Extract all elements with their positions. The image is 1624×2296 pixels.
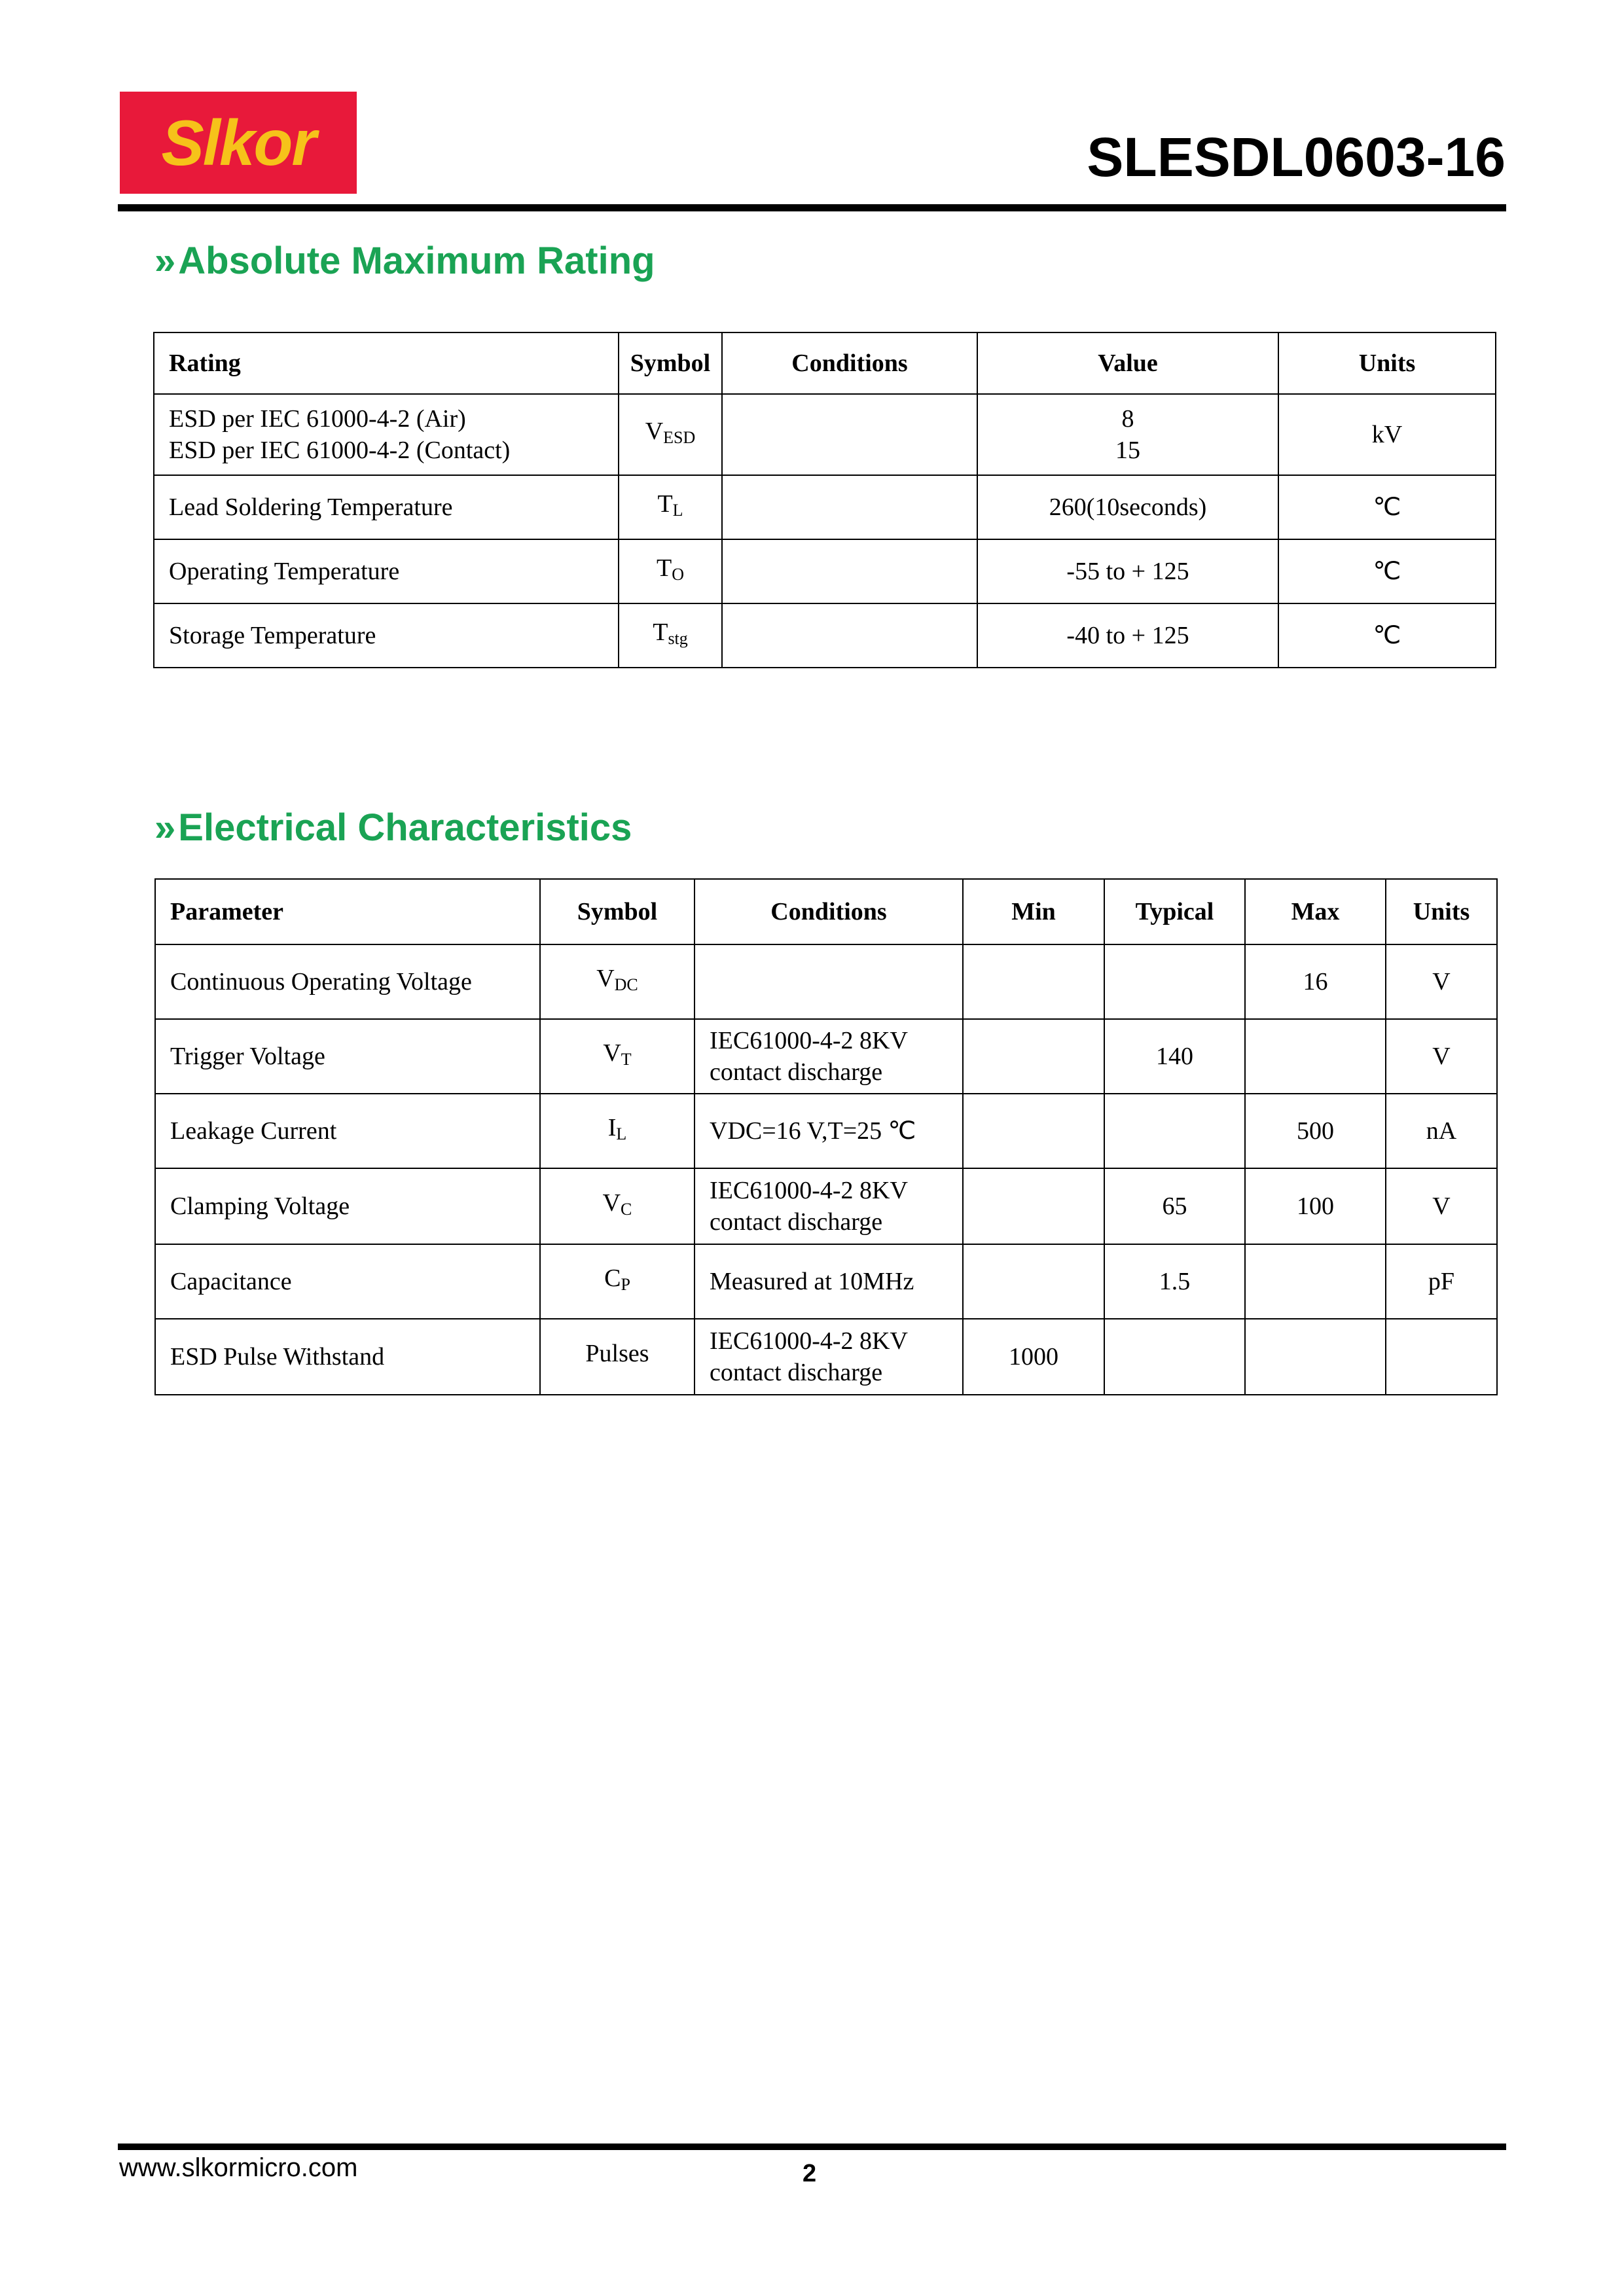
units-cell [1386,1319,1497,1395]
header-divider [118,204,1506,211]
conditions-cell [695,1094,963,1168]
symbol-subscript: T [621,1050,632,1069]
rating-line: ESD per IEC 61000-4-2 (Contact) [169,437,511,464]
header-value: Value [977,332,1278,394]
symbol-text: T [653,619,668,646]
typical-cell: 65 [1104,1168,1245,1244]
header-typical: Typical [1104,879,1245,944]
symbol-cell [540,1094,695,1168]
table-row [154,539,1496,603]
parameter-cell: Capacitance [155,1244,540,1319]
symbol-cell [540,1168,695,1244]
max-cell [1245,1019,1386,1094]
conditions-cell [695,1244,963,1319]
chevron-marker-icon: » [154,806,176,849]
electrical-characteristics-table [154,878,1498,1395]
footer-divider [118,2144,1506,2150]
conditions-cell [695,1019,963,1094]
value-cell: -55 to + 125 [977,539,1278,603]
symbol-subscript: P [621,1275,630,1294]
symbol-subscript: ESD [663,428,696,447]
min-cell: 1000 [963,1319,1104,1395]
max-cell: 100 [1245,1168,1386,1244]
condition-line: IEC61000-4-2 8KV [710,1327,908,1355]
units-cell: V [1386,1019,1497,1094]
units-cell: nA [1386,1094,1497,1168]
symbol-text: C [604,1265,621,1292]
table-row [155,1319,1497,1395]
header-parameter: Parameter [155,879,540,944]
min-cell [963,1244,1104,1319]
header-units: Units [1386,879,1497,944]
symbol-subscript: L [616,1124,627,1143]
condition-line: IEC61000-4-2 8KV [710,1027,908,1054]
units-cell: ℃ [1278,475,1496,539]
min-cell [963,1019,1104,1094]
max-cell: 16 [1245,944,1386,1019]
logo-text: Slkor [161,106,316,179]
typical-cell: 140 [1104,1019,1245,1094]
conditions-cell [722,539,977,603]
symbol-cell [619,539,722,603]
symbol-cell [619,394,722,475]
typical-cell [1104,944,1245,1019]
part-number-title: SLESDL0603-16 [1087,126,1506,188]
min-cell [963,944,1104,1019]
symbol-text: T [657,554,672,582]
table-row [155,1019,1497,1094]
conditions-cell [722,475,977,539]
table-row [154,603,1496,668]
conditions-cell [722,603,977,668]
value-cell: -40 to + 125 [977,603,1278,668]
conditions-cell [695,1319,963,1395]
rating-cell [154,394,619,475]
max-cell [1245,1319,1386,1395]
condition-line: Measured at 10MHz [710,1268,914,1295]
symbol-cell [540,944,695,1019]
table-row [154,475,1496,539]
condition-line: contact discharge [710,1208,883,1236]
table-header-row [155,879,1497,944]
symbol-subscript: C [621,1200,632,1219]
conditions-cell [722,394,977,475]
value-cell: 260(10seconds) [977,475,1278,539]
rating-cell: Lead Soldering Temperature [154,475,619,539]
symbol-text: T [657,490,673,518]
condition-line: IEC61000-4-2 8KV [710,1177,908,1204]
brand-logo [120,92,357,194]
units-cell: kV [1278,394,1496,475]
parameter-cell: Leakage Current [155,1094,540,1168]
parameter-cell: Clamping Voltage [155,1168,540,1244]
footer-website-link[interactable]: www.slkormicro.com [119,2153,358,2182]
absolute-max-rating-table [153,332,1496,668]
symbol-text: I [607,1114,617,1141]
header-symbol: Symbol [540,879,695,944]
typical-cell: 1.5 [1104,1244,1245,1319]
table-row [155,1244,1497,1319]
units-cell: V [1386,944,1497,1019]
conditions-cell [695,944,963,1019]
units-cell: ℃ [1278,539,1496,603]
value-line: 8 [1121,405,1134,433]
rating-line: ESD per IEC 61000-4-2 (Air) [169,405,466,433]
parameter-cell: ESD Pulse Withstand [155,1319,540,1395]
min-cell [963,1168,1104,1244]
header-conditions: Conditions [695,879,963,944]
typical-cell [1104,1319,1245,1395]
symbol-cell [619,603,722,668]
header-max: Max [1245,879,1386,944]
table-row [155,1168,1497,1244]
units-cell: ℃ [1278,603,1496,668]
symbol-subscript: DC [614,975,638,994]
table-header-row [154,332,1496,394]
symbol-cell [540,1244,695,1319]
condition-line: VDC=16 V,T=25 ℃ [710,1117,916,1145]
condition-line: contact discharge [710,1058,883,1086]
symbol-subscript: O [672,565,684,584]
symbol-text: V [596,965,615,992]
header-conditions: Conditions [722,332,977,394]
symbol-subscript: L [672,501,683,520]
symbol-text: Pulses [585,1340,649,1367]
symbol-cell [540,1319,695,1395]
header-rating: Rating [154,332,619,394]
min-cell [963,1094,1104,1168]
value-line: 15 [1115,437,1140,464]
symbol-cell [619,475,722,539]
condition-line: contact discharge [710,1359,883,1386]
table-row [155,1094,1497,1168]
units-cell: V [1386,1168,1497,1244]
section-title-text: Absolute Maximum Rating [178,240,655,282]
section-title-electrical [154,805,632,851]
header-symbol: Symbol [619,332,722,394]
page-number: 2 [803,2160,817,2187]
symbol-text: V [602,1189,621,1217]
table-row [155,944,1497,1019]
parameter-cell: Continuous Operating Voltage [155,944,540,1019]
max-cell [1245,1244,1386,1319]
max-cell: 500 [1245,1094,1386,1168]
symbol-cell [540,1019,695,1094]
conditions-cell [695,1168,963,1244]
rating-cell: Operating Temperature [154,539,619,603]
header-min: Min [963,879,1104,944]
parameter-cell: Trigger Voltage [155,1019,540,1094]
symbol-text: V [603,1039,621,1067]
section-title-abs-max [154,238,655,284]
symbol-subscript: stg [668,629,688,648]
typical-cell [1104,1094,1245,1168]
rating-cell: Storage Temperature [154,603,619,668]
value-cell [977,394,1278,475]
chevron-marker-icon: » [154,240,176,282]
units-cell: pF [1386,1244,1497,1319]
table-row [154,394,1496,475]
header-units: Units [1278,332,1496,394]
section-title-text: Electrical Characteristics [178,806,632,849]
symbol-text: V [645,418,664,445]
